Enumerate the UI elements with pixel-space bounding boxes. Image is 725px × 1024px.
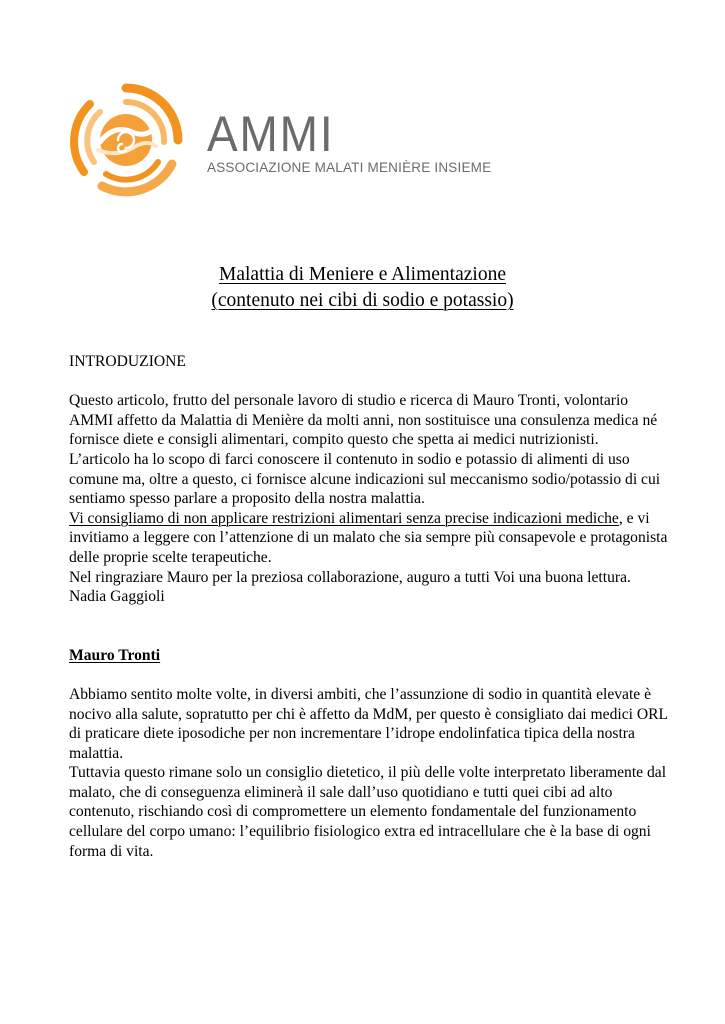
- intro-paragraph-2: L’articolo ha lo scopo di farci conoscere il contenuto in sodio e potassio di alimenti di uso comune ma, oltre a questo, ci fornisce alcune indicazioni sul meccanismo sodio/potassio di cui sentiamo spesso parlare a proposito della nostra malattia.: [69, 450, 661, 508]
- brand-header: [207, 106, 492, 175]
- intro-signature: Nadia Gaggioli: [69, 588, 165, 606]
- intro-paragraph-4: Nel ringraziare Mauro per la preziosa collaborazione, auguro a tutti Voi una buona lettura.: [69, 568, 631, 586]
- ammi-logo-icon: [66, 80, 186, 200]
- document-title: [0, 262, 725, 314]
- title-line-1: Malattia di Meniere e Alimentazione: [219, 264, 506, 285]
- article-paragraph-1: Abbiamo sentito molte volte, in diversi ambiti, che l’assunzione di sodio in quantità elevate è nocivo alla salute, sopratutto per chi è affetto da MdM, per questo è consigliato dai medici ORL di praticare diete iposodiche per non incrementare l’idrope endolinfatica tipica della nostra malattia.: [69, 685, 668, 762]
- intro-heading: INTRODUZIONE: [69, 353, 186, 370]
- intro-paragraph-3: [69, 509, 669, 568]
- article-author: Mauro Tronti: [69, 646, 161, 664]
- brand-subtitle: ASSOCIAZIONE MALATI MENIÈRE INSIEME: [207, 160, 492, 175]
- intro-warning-underlined: Vi consigliamo di non applicare restrizioni alimentari senza precise indicazioni mediche: [69, 509, 619, 527]
- document-body: [69, 352, 669, 861]
- title-line-2: (contenuto nei cibi di sodio e potassio): [211, 290, 514, 311]
- intro-paragraph-3-rest: , e vi invitiamo a leggere con l’attenzione di un malato che sia sempre più consapevole e protagonista delle proprie scelte terapeutiche.: [69, 509, 668, 566]
- article-paragraph-2: Tuttavia questo rimane solo un consiglio dietetico, il più delle volte interpretato liberamente dal malato, che di conseguenza eliminerà il sale dall’uso quotidiano e tutti quei cibi ad alto contenuto, rischiando così di compromettere un elemento fondamentale del funzionamento cellulare del corpo umano: l’equilibrio fisiologico extra ed intracellulare che è la base di ogni forma di vita.: [69, 764, 667, 860]
- brand-name: AMMI: [207, 106, 335, 162]
- intro-paragraph-1: Questo articolo, frutto del personale lavoro di studio e ricerca di Mauro Tronti, volontario AMMI affetto da Malattia di Menière da molti anni, non sostituisce una consulenza medica né fornisce diete e consigli alimentari, compito questo che spetta ai medici nutrizionisti.: [69, 392, 658, 449]
